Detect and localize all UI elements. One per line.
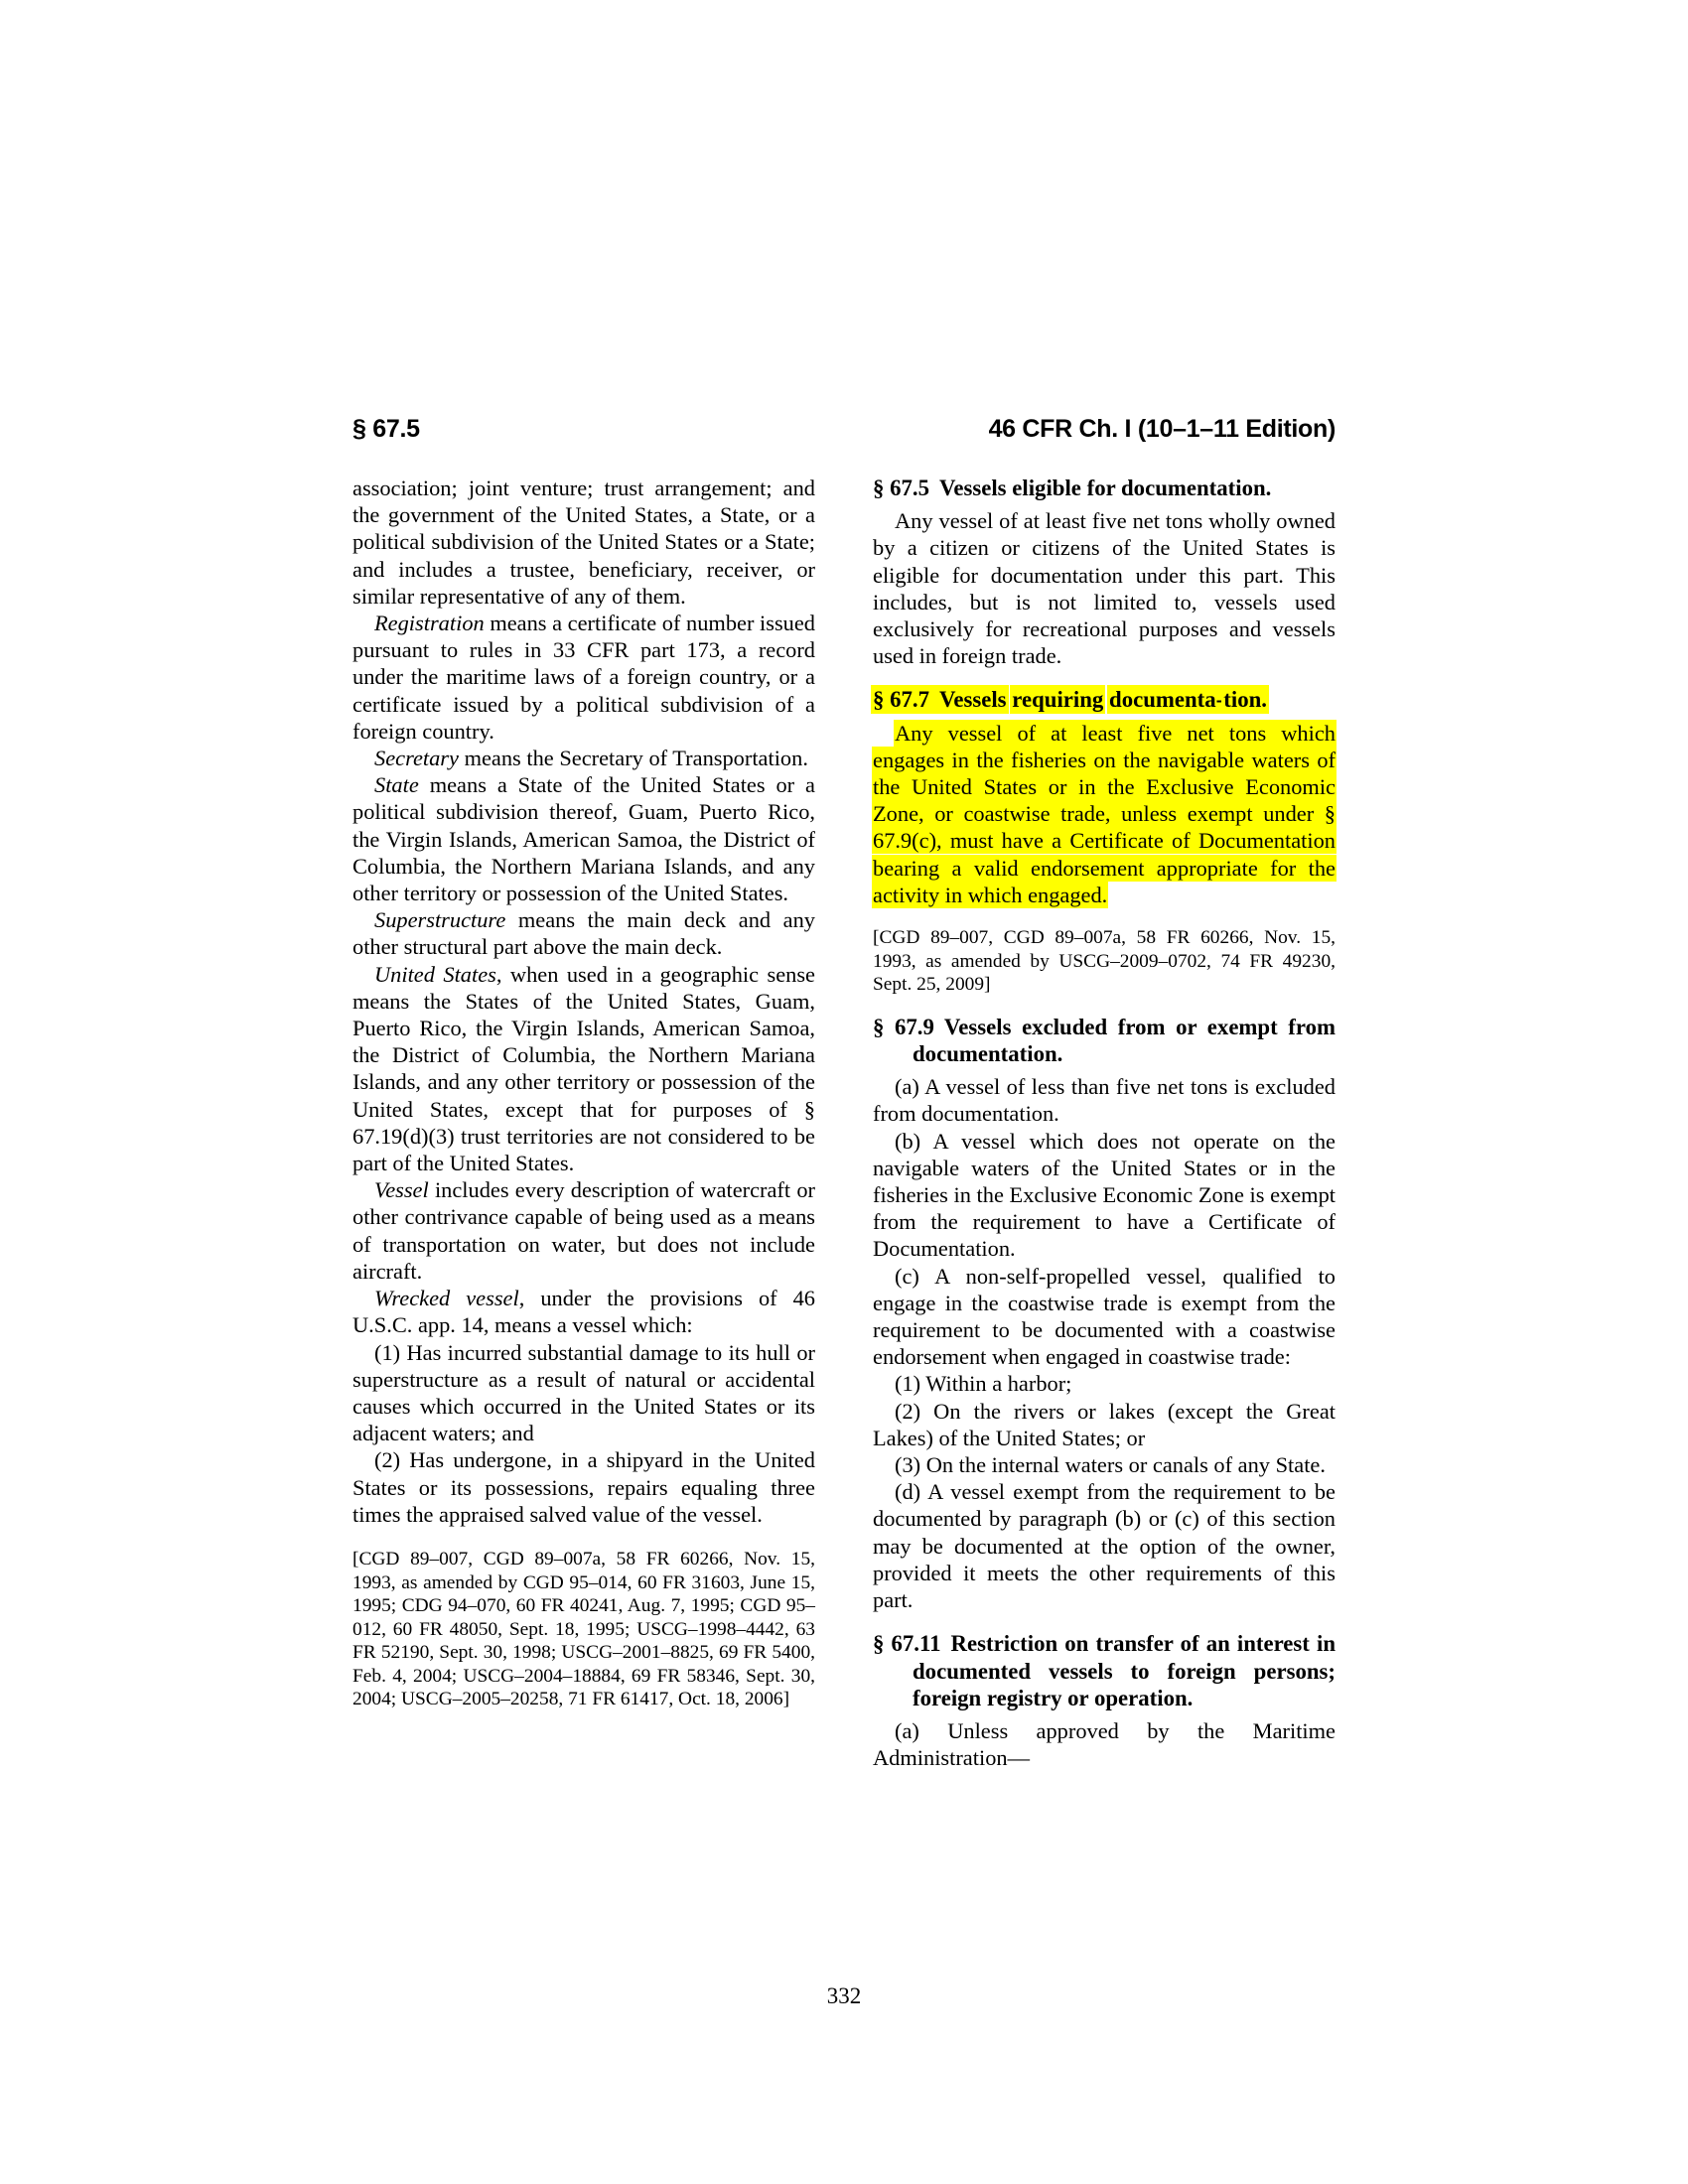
term-united-states: United States	[374, 961, 496, 987]
definition-registration-text: means a certificate of number issued pursuant to rules in 33 CFR part 173, a record under the maritime laws of a foreign country, or a certificate issued by a political subdivision of a foreign country.	[352, 611, 815, 744]
highlighted-text-67-7: Any vessel of at least five net tons which engages in the fisheries on the navigable waters of the United States or in the Exclusive Economic Zone, or coastwise trade, unless exempt under § 67.9(c), must have a Certificate of Documentation bearing a valid endorsement appropriate for the activity in which engaged.	[873, 720, 1336, 907]
section-title-word-2: requiring	[1012, 687, 1104, 713]
definition-registration	[352, 610, 815, 745]
section-heading-67-9	[873, 1014, 1336, 1067]
two-column-body	[352, 475, 1336, 1954]
section-item-67-9-c: (c) A non-self-propelled vessel, qualified to engage in the coastwise trade is exempt from the requirement to be documented with a coastwise endorsement when engaged in coastwise trade:	[873, 1263, 1336, 1370]
section-number-67-7: § 67.7	[873, 687, 939, 712]
left-column-citation: [CGD 89–007, CGD 89–007a, 58 FR 60266, Nov. 15, 1993, as amended by CGD 95–014, 60 FR 31603, June 15, 1995; CDG 94–070, 60 FR 40241, Aug. 7, 1995; CGD 95–012, 60 FR 48050, Sept. 18, 1995; USCG–1998–4442, 63 FR 52190, Sept. 30, 1998; USCG–2001–8825, 69 FR 5400, Feb. 4, 2004; USCG–2004–18884, 69 FR 58346, Sept. 30, 2004; USCG–2005–20258, 71 FR 61417, Oct. 18, 2006]	[352, 1548, 815, 1710]
definition-superstructure-text: means the main deck and any other structural part above the main deck.	[352, 907, 815, 960]
section-citation-67-7: [CGD 89–007, CGD 89–007a, 58 FR 60266, Nov. 15, 1993, as amended by USCG–2009–0702, 74 FR 49230, Sept. 25, 2009]	[873, 927, 1336, 996]
definition-wrecked-vessel-text: , under the provisions of 46 U.S.C. app. 14, means a vessel which:	[352, 1286, 816, 1338]
definition-superstructure	[352, 906, 815, 960]
section-number-67-11: § 67.11	[873, 1631, 941, 1657]
definition-state	[352, 771, 815, 906]
section-number-67-9: § 67.9	[873, 1014, 934, 1039]
term-secretary: Secretary	[374, 746, 459, 771]
section-title-67-11: Restriction on transfer of an interest in documented vessels to foreign persons; foreign registry or operation.	[913, 1631, 1336, 1710]
running-head-title: 46 CFR Ch. I (10–1–11 Edition)	[988, 415, 1336, 443]
definition-secretary-text: means the Secretary of Transportation.	[458, 746, 808, 771]
section-body-67-7	[873, 720, 1336, 908]
definition-vessel	[352, 1176, 815, 1285]
running-head	[352, 415, 1336, 444]
definition-united-states-text: , when used in a geographic sense means the States of the United States, Guam, Puerto Rico, the Virgin Islands, American Samoa, the District of Columbia, the Northern Mariana Islands, and any other territory or possession of the United States, except that for purposes of § 67.19(d)(3) trust territories are not considered to be part of the United States.	[352, 961, 815, 1176]
wrecked-item-2: (2) Has undergone, in a shipyard in the United States or its possessions, repairs equaling three times the appraised salved value of the vessel.	[352, 1447, 815, 1527]
section-item-67-9-c-1: (1) Within a harbor;	[895, 1371, 1072, 1397]
right-column	[873, 475, 1336, 1954]
section-item-67-9-c-2: (2) On the rivers or lakes (except the Great Lakes) of the United States; or	[873, 1398, 1336, 1450]
section-title-word-3: documenta-	[1109, 687, 1224, 713]
running-head-section: § 67.5	[352, 415, 420, 443]
section-title-word-1: Vessels	[939, 687, 1007, 713]
left-column	[352, 475, 815, 1954]
section-item-67-9-d: (d) A vessel exempt from the requirement to be documented by paragraph (b) or (c) of this section may be documented at the option of the owner, provided it meets the other requirements of this part.	[873, 1479, 1336, 1613]
definition-state-text: means a State of the United States or a political subdivision thereof, Guam, Puerto Rico, the Virgin Islands, American Samoa, the District of Columbia, the Northern Mariana Islands, and any other territory or possession of the United States.	[352, 772, 815, 906]
definition-secretary	[352, 745, 815, 771]
section-heading-67-7	[873, 686, 1336, 713]
section-heading-67-5	[873, 475, 1336, 501]
definition-vessel-text: includes every description of watercraft or other contrivance capable of being used as a means of transportation on water, but does not include aircraft.	[352, 1177, 815, 1284]
term-wrecked-vessel: Wrecked vessel	[374, 1286, 519, 1311]
definition-wrecked-vessel	[352, 1285, 815, 1338]
section-title-67-5: Vessels eligible for documentation.	[939, 476, 1272, 500]
term-vessel: Vessel	[374, 1177, 429, 1203]
term-superstructure: Superstructure	[374, 907, 506, 933]
section-number-67-5: § 67.5	[873, 476, 929, 500]
wrecked-item-1: (1) Has incurred substantial damage to its hull or superstructure as a result of natural or accidental causes which occurred in the United States or its adjacent waters; and	[352, 1339, 815, 1446]
section-title-67-9: Vessels excluded from or exempt from documentation.	[913, 1014, 1336, 1067]
definition-united-states	[352, 961, 815, 1177]
section-item-67-9-c-3: (3) On the internal waters or canals of any State.	[895, 1452, 1326, 1478]
section-title-word-4: tion.	[1223, 687, 1267, 713]
term-state: State	[374, 772, 419, 798]
term-registration: Registration	[374, 611, 485, 636]
paragraph-association: association; joint venture; trust arrangement; and the government of the United States, a State, or a political subdivision of the United States or a State; and includes a trustee, beneficiary, receiver, or similar representative of any of them.	[352, 476, 815, 609]
section-body-67-5: Any vessel of at least five net tons wholly owned by a citizen or citizens of the United States is eligible for documentation under this part. This includes, but is not limited to, vessels used exclusively for recreational purposes and vessels used in foreign trade.	[873, 508, 1336, 669]
section-body-67-11: (a) Unless approved by the Maritime Administration—	[873, 1717, 1336, 1771]
section-item-67-9-b: (b) A vessel which does not operate on the navigable waters of the United States or in the fisheries in the Exclusive Economic Zone is exempt from the requirement to have a Certificate of Documentation.	[873, 1128, 1336, 1262]
section-heading-67-11	[873, 1630, 1336, 1711]
page-number: 332	[826, 1983, 862, 2008]
section-item-67-9-a: (a) A vessel of less than five net tons is excluded from documentation.	[873, 1074, 1336, 1127]
